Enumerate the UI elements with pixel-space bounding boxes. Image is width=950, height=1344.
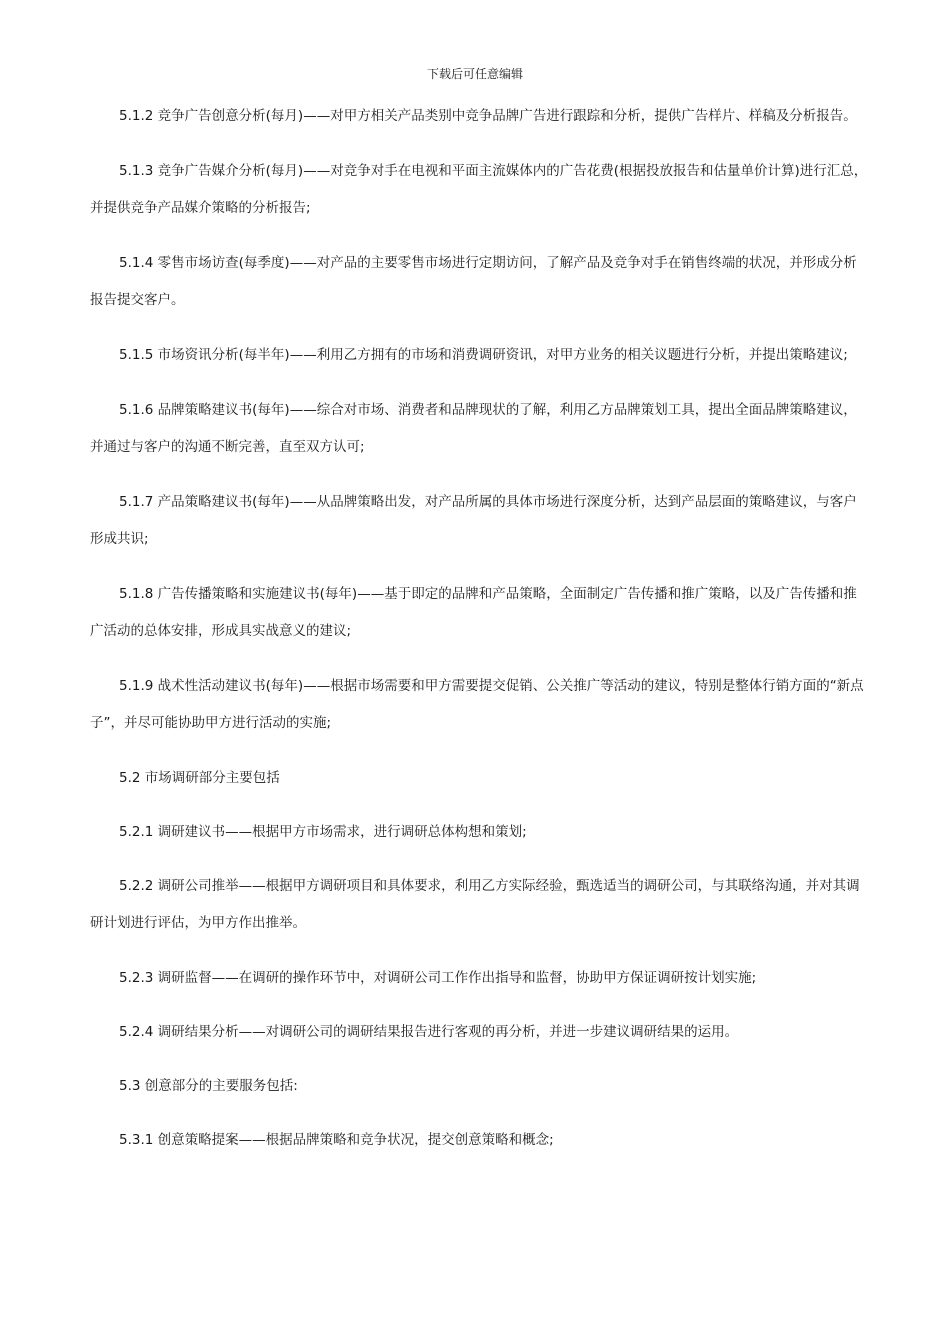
clause-5-1-3 (90, 153, 870, 227)
clause-text: 竞争广告媒介分析(每月)——对竞争对手在电视和平面主流媒体内的广告花费(根据投放报告和估量单价计算)进行汇总，并提供竞争产品媒介策略的分析报告; (90, 163, 868, 216)
clause-number: 5.1.9 (119, 678, 154, 694)
clause-text: 市场调研部分主要包括 (144, 770, 280, 786)
clause-text: 战术性活动建议书(每年)——根据市场需要和甲方需要提交促销、公关推广等活动的建议，特别是整体行销方面的“新点子”，并尽可能协助甲方进行活动的实施; (90, 678, 864, 731)
clause-text: 广告传播策略和实施建议书(每年)——基于即定的品牌和产品策略，全面制定广告传播和推广策略，以及广告传播和推广活动的总体安排，形成具实战意义的建议; (90, 586, 857, 639)
clause-text: 产品策略建议书(每年)——从品牌策略出发，对产品所属的具体市场进行深度分析，达到产品层面的策略建议，与客户形成共识; (90, 494, 857, 547)
clause-number: 5.1.7 (119, 494, 154, 510)
section-5-3-heading (90, 1068, 870, 1105)
clause-number: 5.1.3 (119, 163, 154, 179)
clause-number: 5.1.2 (119, 108, 154, 124)
clause-5-1-9 (90, 668, 870, 742)
clause-5-3-1 (90, 1122, 870, 1159)
clause-number: 5.2 (119, 770, 141, 786)
clause-number: 5.2.2 (119, 878, 154, 894)
clause-5-2-3 (90, 960, 870, 997)
clause-text: 创意策略提案——根据品牌策略和竞争状况，提交创意策略和概念; (157, 1132, 554, 1148)
clause-5-2-4 (90, 1014, 870, 1051)
clause-5-1-6 (90, 392, 870, 466)
clause-number: 5.3.1 (119, 1132, 154, 1148)
clause-number: 5.2.3 (119, 970, 154, 986)
clause-number: 5.1.8 (119, 586, 154, 602)
clause-text: 调研结果分析——对调研公司的调研结果报告进行客观的再分析，并进一步建议调研结果的运用。 (157, 1024, 739, 1040)
page-header-note: 下载后可任意编辑 (426, 67, 523, 81)
clause-5-1-2 (90, 98, 870, 135)
clause-text: 竞争广告创意分析(每月)——对甲方相关产品类别中竞争品牌广告进行跟踪和分析，提供广告样片、样稿及分析报告。 (157, 108, 857, 124)
clause-5-1-4 (90, 245, 870, 319)
clause-number: 5.1.5 (119, 347, 154, 363)
clause-number: 5.1.6 (119, 402, 154, 418)
clause-5-2-1 (90, 814, 870, 851)
clause-number: 5.3 (119, 1078, 141, 1094)
clause-text: 调研建议书——根据甲方市场需求，进行调研总体构想和策划; (157, 824, 527, 840)
clause-text: 创意部分的主要服务包括: (144, 1078, 298, 1094)
section-5-2-heading (90, 760, 870, 797)
clause-number: 5.1.4 (119, 255, 154, 271)
clause-text: 零售市场访查(每季度)——对产品的主要零售市场进行定期访问，了解产品及竞争对手在销售终端的状况，并形成分析报告提交客户。 (90, 255, 857, 308)
clause-text: 市场资讯分析(每半年)——利用乙方拥有的市场和消费调研资讯，对甲方业务的相关议题进行分析，并提出策略建议; (157, 347, 848, 363)
clause-5-1-7 (90, 484, 870, 558)
clause-number: 5.2.1 (119, 824, 154, 840)
clause-number: 5.2.4 (119, 1024, 154, 1040)
clause-5-1-5 (90, 337, 870, 374)
clause-text: 调研公司推举——根据甲方调研项目和具体要求，利用乙方实际经验，甄选适当的调研公司，与其联络沟通，并对其调研计划进行评估，为甲方作出推举。 (90, 878, 860, 931)
clause-text: 品牌策略建议书(每年)——综合对市场、消费者和品牌现状的了解，利用乙方品牌策划工具，提出全面品牌策略建议，并通过与客户的沟通不断完善，直至双方认可; (90, 402, 857, 455)
document-body (90, 98, 870, 1176)
clause-5-1-8 (90, 576, 870, 650)
clause-5-2-2 (90, 868, 870, 942)
clause-text: 调研监督——在调研的操作环节中，对调研公司工作作出指导和监督，协助甲方保证调研按计划实施; (157, 970, 757, 986)
